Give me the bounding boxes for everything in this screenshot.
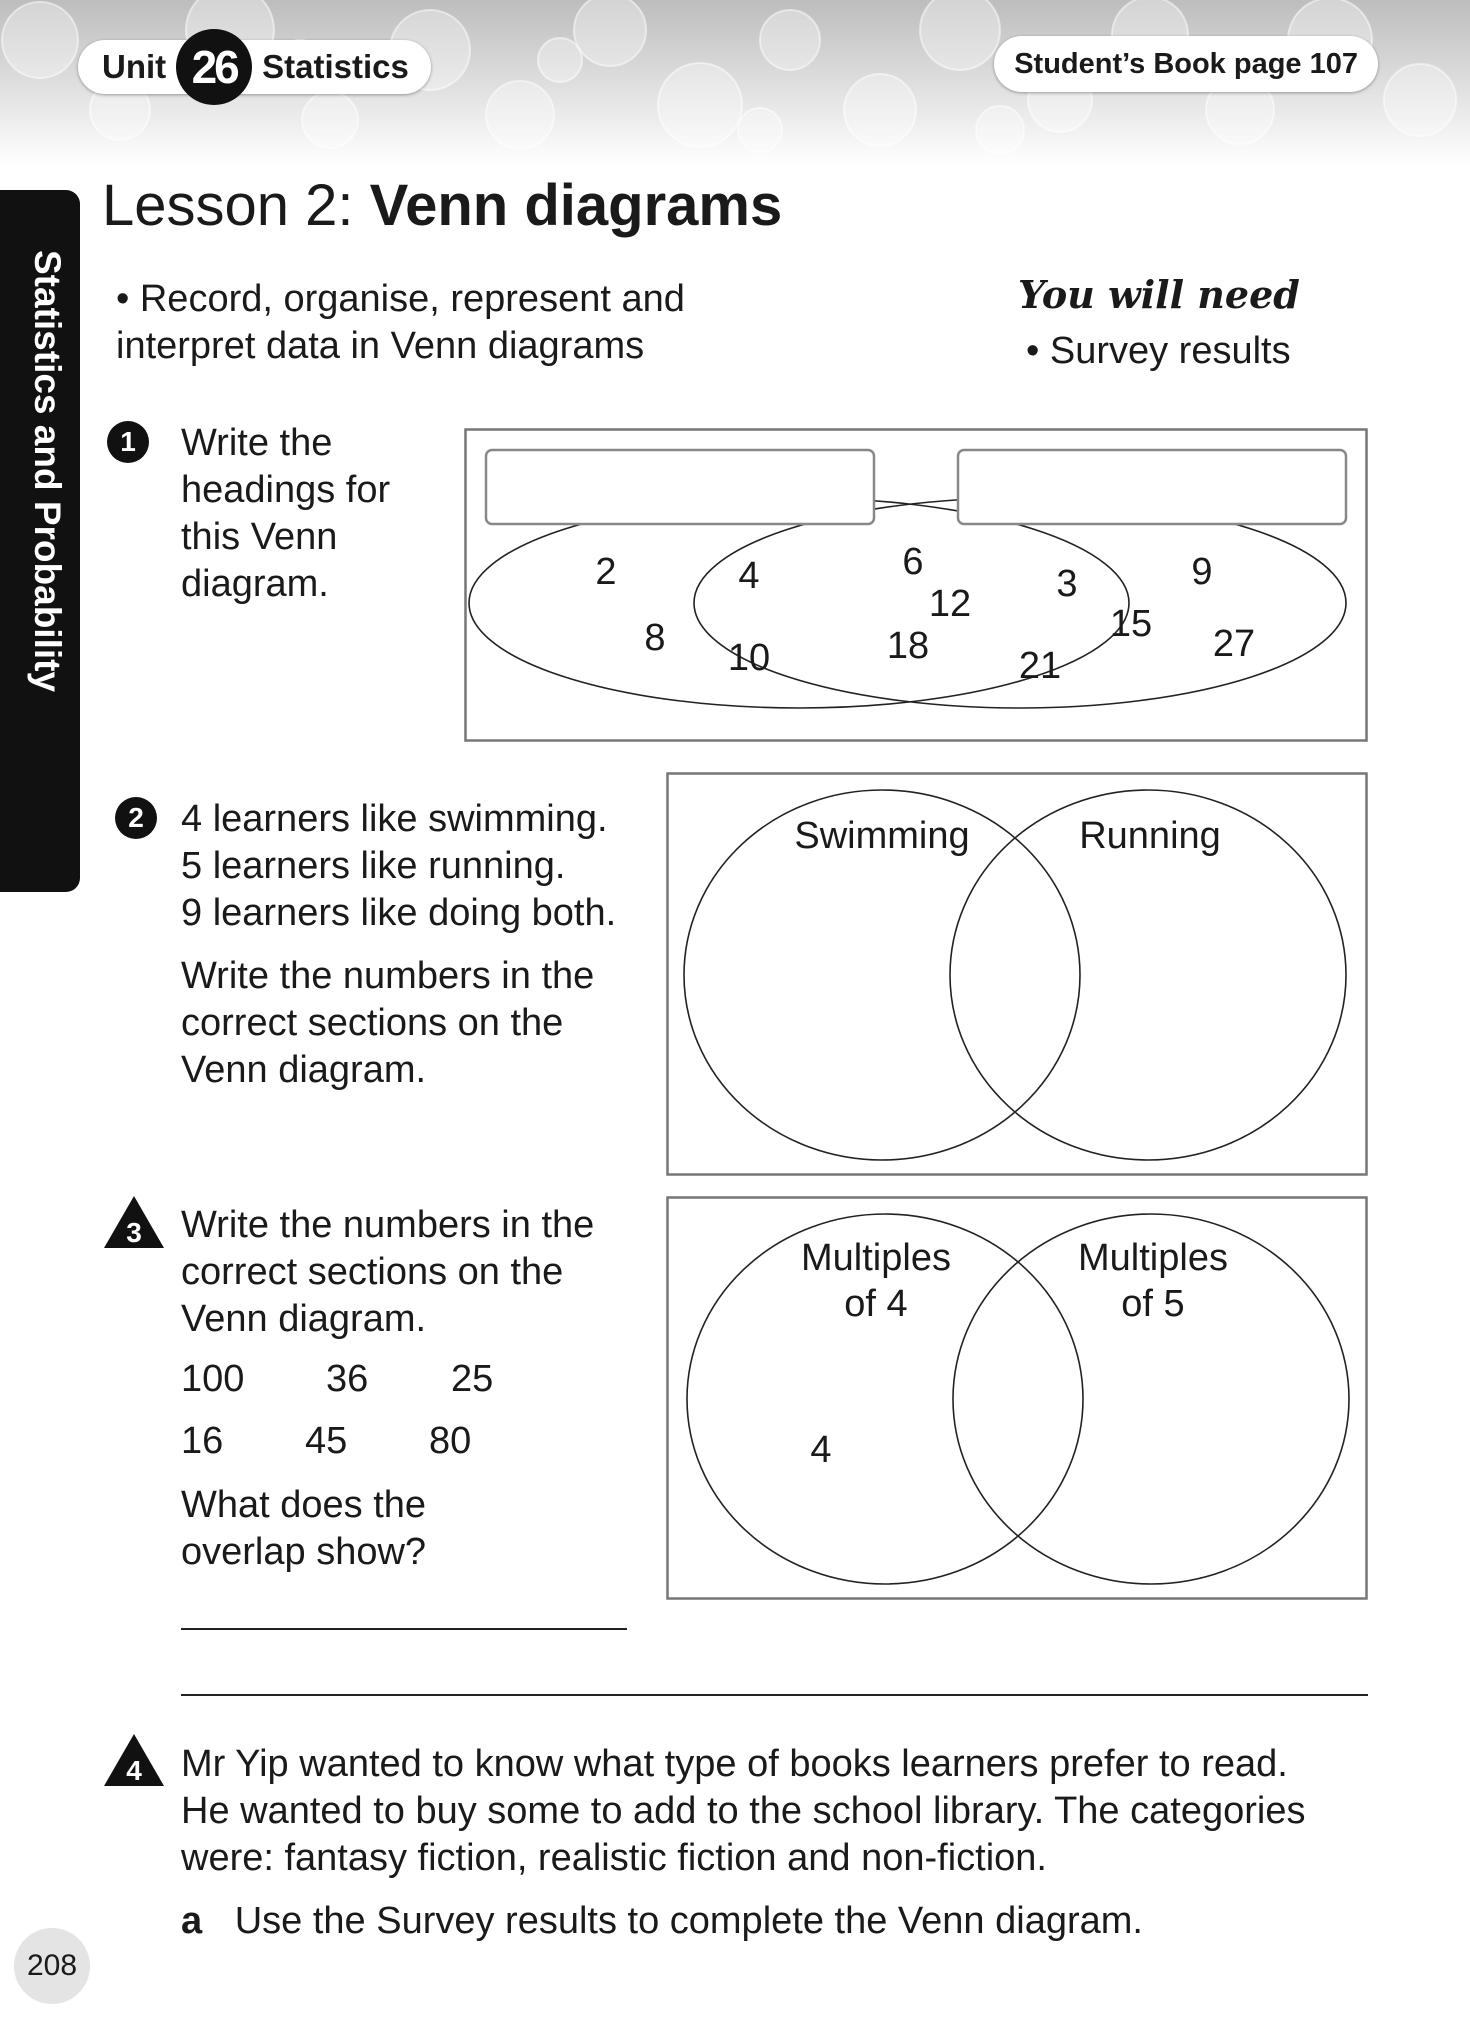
- question-2-text: [181, 796, 616, 1094]
- unit-number: 26: [176, 29, 252, 105]
- objective-text: • Record, organise, represent and interpret data in Venn diagrams: [116, 278, 685, 367]
- venn-3-right-label-line: of 5: [1121, 1283, 1185, 1325]
- unit-label: Unit: [102, 48, 167, 85]
- question-4-number: 4: [126, 1755, 142, 1786]
- venn-diagram-1: [464, 428, 1368, 742]
- question-2-fact: 4 learners like swimming.: [181, 798, 608, 840]
- question-2-instruction: Write the numbers in the: [181, 955, 595, 997]
- question-3-prompt: [181, 1482, 426, 1576]
- question-3-value: 25: [451, 1358, 494, 1400]
- question-3-line: correct sections on the: [181, 1251, 564, 1293]
- venn-1-number: 8: [644, 617, 666, 659]
- venn-diagram-2: [666, 772, 1368, 1176]
- answer-line-short[interactable]: [181, 1628, 627, 1630]
- question-3-text: [181, 1202, 594, 1343]
- question-2-fact: 5 learners like running.: [181, 845, 566, 887]
- venn-1-number: 10: [727, 637, 771, 679]
- question-3-number: 3: [126, 1217, 142, 1248]
- lesson-name: Venn diagrams: [369, 173, 783, 238]
- venn-1-number: 18: [886, 625, 930, 667]
- challenge-triangle-icon-4: [102, 1732, 166, 1788]
- venn-1-right-heading-box[interactable]: [958, 450, 1346, 524]
- venn-3-example-number: 4: [810, 1429, 832, 1471]
- book-page-badge: [994, 36, 1378, 92]
- question-4-part-a: [181, 1898, 1143, 1945]
- venn-1-number: 15: [1109, 603, 1153, 645]
- question-3-value: 100: [181, 1358, 245, 1400]
- lesson-title: [102, 172, 782, 239]
- section-side-tab: [0, 190, 80, 892]
- venn-3-right-label-line: Multiples: [1078, 1237, 1228, 1279]
- venn-3-left-label-line: of 4: [844, 1283, 908, 1325]
- venn-1-number: 27: [1212, 623, 1256, 665]
- venn-1-number: 12: [928, 583, 972, 625]
- challenge-triangle-icon-3: [102, 1194, 166, 1250]
- venn-1-number: 2: [595, 551, 617, 593]
- venn-3-left-label-line: Multiples: [801, 1237, 951, 1279]
- question-1-line: this Venn: [181, 516, 338, 558]
- venn-2-left-label: Swimming: [794, 815, 970, 857]
- question-1-text: [181, 420, 390, 608]
- question-1-line: diagram.: [181, 563, 329, 605]
- part-a-letter: a: [181, 1900, 203, 1942]
- venn-1-number: 21: [1018, 645, 1062, 687]
- question-1-line: headings for: [181, 469, 391, 511]
- question-2-instruction: Venn diagram.: [181, 1049, 427, 1091]
- question-3-value: 45: [305, 1420, 348, 1462]
- part-a-text: Use the Survey results to complete the Venn diagram.: [234, 1900, 1143, 1942]
- question-3-line: Venn diagram.: [181, 1298, 427, 1340]
- venn-1-number: 9: [1191, 551, 1213, 593]
- venn-2-right-label: Running: [1079, 815, 1221, 857]
- question-4-line: were: fantasy fiction, realistic fiction and non-fiction.: [181, 1837, 1047, 1879]
- question-3-line: Write the numbers in the: [181, 1204, 595, 1246]
- question-3-prompt-line: What does the: [181, 1484, 427, 1526]
- question-2-fact: 9 learners like doing both.: [181, 892, 617, 934]
- question-1-line: Write the: [181, 422, 333, 464]
- question-2-instruction: correct sections on the: [181, 1002, 564, 1044]
- you-will-need-item: • Survey results: [1026, 330, 1291, 372]
- section-side-tab-label: Statistics and Probability: [27, 250, 68, 693]
- answer-line-long[interactable]: [181, 1694, 1368, 1696]
- page-number: 208: [14, 1928, 90, 2004]
- you-will-need-title: You will need: [1018, 272, 1300, 317]
- lesson-prefix: Lesson 2:: [102, 173, 370, 238]
- question-4-line: He wanted to buy some to add to the school library. The categories: [181, 1790, 1306, 1832]
- venn-3-frame: [668, 1198, 1367, 1599]
- question-3-value: 36: [326, 1358, 369, 1400]
- question-4-line: Mr Yip wanted to know what type of books learners prefer to read.: [181, 1743, 1288, 1785]
- venn-1-number: 6: [902, 541, 924, 583]
- question-1-number: 1: [107, 421, 149, 463]
- venn-1-left-heading-box[interactable]: [486, 450, 874, 524]
- book-page-label: Student’s Book page 107: [1014, 47, 1358, 80]
- venn-1-number: 3: [1056, 563, 1078, 605]
- unit-title: Statistics: [262, 48, 409, 85]
- venn-diagram-3: [666, 1196, 1368, 1600]
- question-4-text: [181, 1741, 1305, 1882]
- question-3-prompt-line: overlap show?: [181, 1531, 427, 1573]
- question-3-value: 80: [429, 1420, 472, 1462]
- question-3-value: 16: [181, 1420, 224, 1462]
- venn-1-number: 4: [738, 555, 760, 597]
- unit-badge: [78, 40, 431, 94]
- question-2-number: 2: [115, 797, 157, 839]
